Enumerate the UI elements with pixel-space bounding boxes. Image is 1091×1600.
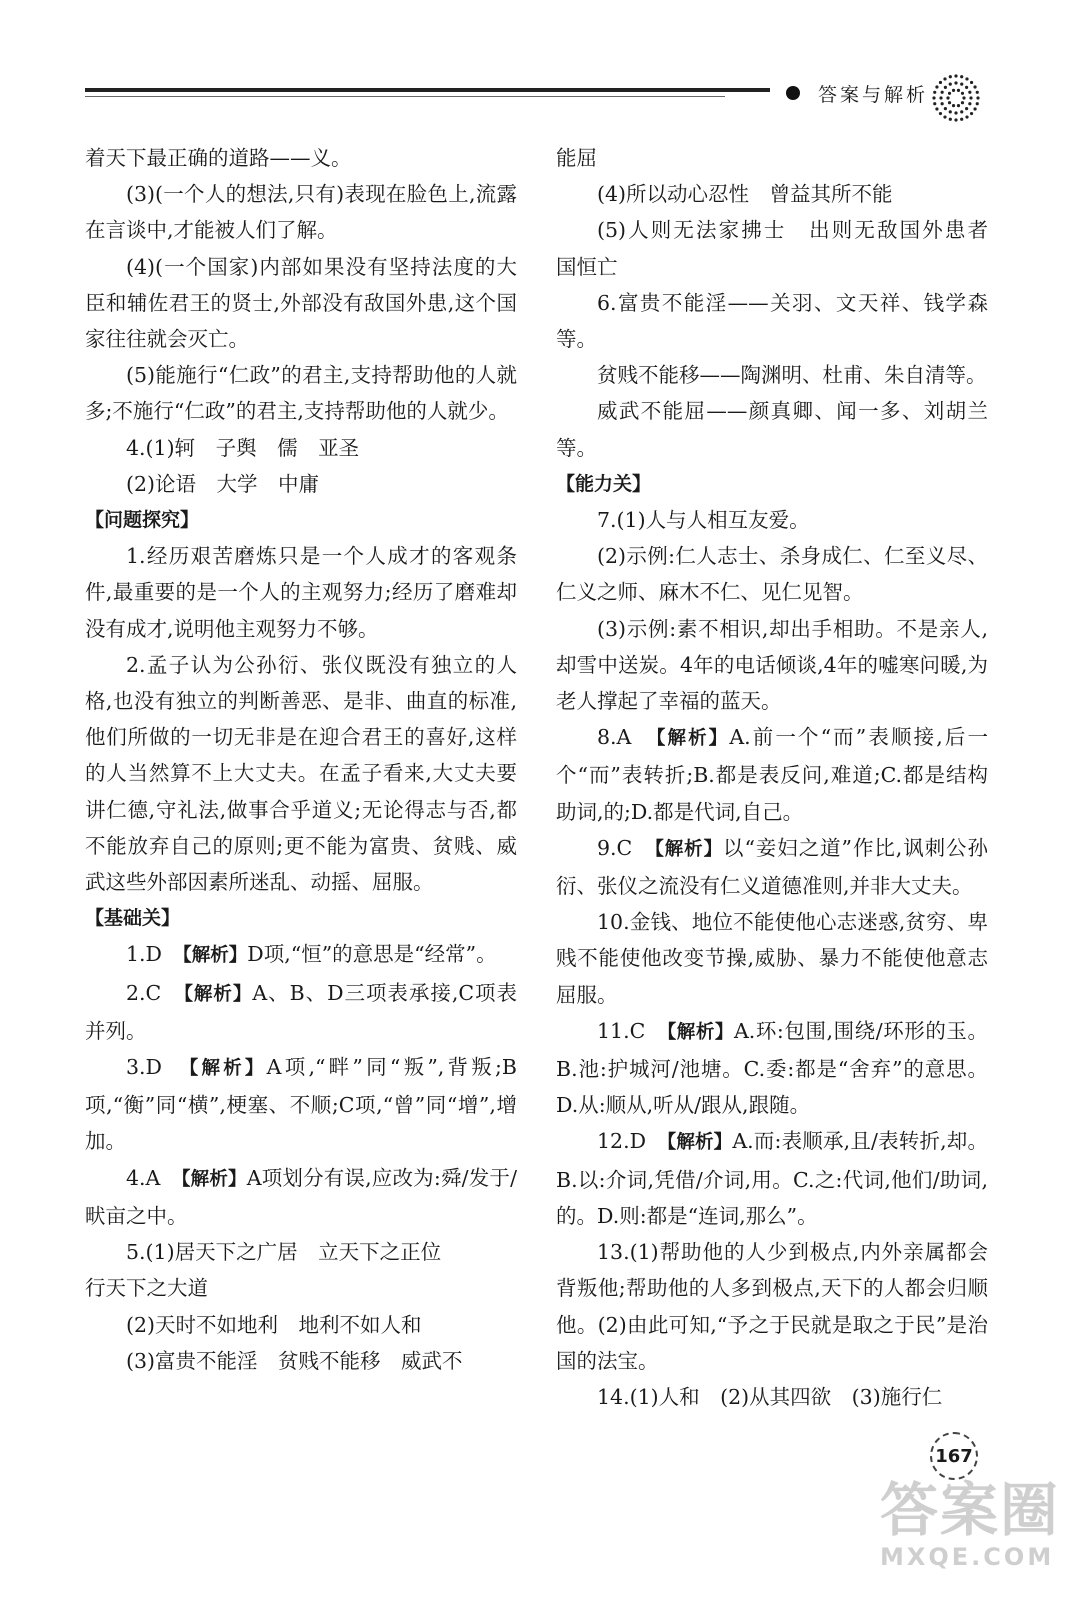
header-ornament-icon xyxy=(930,72,982,124)
answer-text: 10.金钱、地位不能使他心志迷惑,贫穷、卑贱不能使他改变节操,威胁、暴力不能使他意志屈服。 xyxy=(556,910,988,1007)
answer-text: (4)所以动心忍性 曾益其所不能 xyxy=(597,182,893,207)
answer-paragraph xyxy=(556,830,988,904)
answer-text: A.前一个“而”表顺接,后一个“而”表转折;B.都是表反问,难道;C.都是结构助词,的;D.都是代词,自己。 xyxy=(556,725,988,824)
answer-paragraph xyxy=(556,1234,988,1379)
answer-text: (3)(一个人的想法,只有)表现在脸色上,流露在言谈中,才能被人们了解。 xyxy=(85,182,517,243)
answer-text: A项,“畔”同“叛”,背叛;B项,“衡”同“横”,梗塞、不顺;C项,“曾”同“增”,增加。 xyxy=(85,1055,517,1154)
answer-paragraph xyxy=(556,285,988,357)
answer-text: 14.(1)人和 (2)从其四欲 (3)施行仁 xyxy=(597,1384,943,1409)
analysis-tag: 【解析】 xyxy=(666,1021,734,1043)
answer-text: (3)示例:素不相识,却出手相助。不是亲人,却雪中送炭。4年的电话倾谈,4年的嘘寒问暖,为老人撑起了幸福的蓝天。 xyxy=(556,616,988,714)
answer-text: D项,“恒”的意思是“经常”。 xyxy=(247,942,497,967)
header-rule-thin xyxy=(85,96,725,97)
answer-paragraph xyxy=(85,357,517,429)
answer-paragraph xyxy=(85,176,517,248)
answer-paragraph xyxy=(556,538,988,610)
answer-paragraph xyxy=(556,176,988,212)
answer-text: (5)人则无法家拂士 出则无敌国外患者 国恒亡 xyxy=(556,218,1009,279)
answer-paragraph xyxy=(556,1379,988,1415)
analysis-tag: 【解析】 xyxy=(182,945,248,967)
answer-paragraph xyxy=(85,647,517,900)
answer-text: 4.(1)轲 子舆 儒 亚圣 xyxy=(126,435,360,460)
answer-paragraph xyxy=(556,357,988,393)
answer-text: (2)示例:仁人志士、杀身成仁、仁至义尽、仁义之师、麻木不仁、见仁见智。 xyxy=(556,544,988,605)
answer-text: A项划分有误,应改为:舜/发于/畎亩之中。 xyxy=(85,1165,517,1228)
answer-paragraph xyxy=(556,140,988,176)
answer-number: 4.A xyxy=(126,1165,182,1190)
right-column xyxy=(556,140,1009,1415)
answer-text: 6.富贵不能淫——关羽、文天祥、钱学森等。 xyxy=(556,290,988,352)
answer-paragraph xyxy=(85,430,517,466)
answer-text: 威武不能屈——颜真卿、闻一多、刘胡兰等。 xyxy=(556,399,988,460)
answer-text: 1.经历艰苦磨炼只是一个人成才的客观条件,最重要的是一个人的主观努力;经历了磨难却没有成才,说明他主观努力不够。 xyxy=(85,544,517,641)
answer-text: 5.(1)居天下之广居 立天下之正位 xyxy=(126,1240,442,1265)
answer-number: 11.C xyxy=(597,1018,667,1043)
answer-number: 3.D xyxy=(126,1055,189,1080)
answer-number: 12.D xyxy=(597,1129,667,1154)
answer-text: A.而:表顺承,且/表转折,却。B.以:介词,凭借/介词,用。C.之:代词,他们/助词,的。D.则:都是“连词,那么”。 xyxy=(556,1129,988,1228)
answer-text: (5)能施行“仁政”的君主,支持帮助他的人就多;不施行“仁政”的君主,支持帮助他的人就少。 xyxy=(85,363,517,424)
answer-text: 以“妾妇之道”作比,讽刺公孙衍、张仪之流没有仁义道德准则,并非大丈夫。 xyxy=(556,835,988,899)
answer-number: 9.C xyxy=(597,835,655,860)
answer-text: (2)天时不如地利 地利不如人和 xyxy=(126,1312,422,1337)
answer-paragraph xyxy=(556,212,1009,284)
section-heading: 【能力关】 xyxy=(556,472,652,495)
answer-paragraph xyxy=(85,1307,517,1343)
answer-text: (2)论语 大学 中庸 xyxy=(126,471,320,496)
analysis-tag: 【解析】 xyxy=(183,983,253,1005)
answer-text: 行天下之大道 xyxy=(85,1276,208,1301)
answer-text: 贫贱不能移——陶渊明、杜甫、朱自清等。 xyxy=(597,363,987,388)
answer-paragraph xyxy=(85,1234,517,1270)
answer-text: 着天下最正确的道路——义。 xyxy=(85,146,352,170)
analysis-tag: 【解析】 xyxy=(654,838,724,860)
answer-text: 能屈 xyxy=(556,146,597,170)
answer-text: A.环:包围,围绕/环形的玉。B.池:护城河/池塘。C.委:都是“舍弃”的意思。D.从:顺从,听从/跟从,跟随。 xyxy=(556,1018,988,1118)
answer-text: (4)(一个国家)内部如果没有坚持法度的大臣和辅佐君王的贤士,外部没有敌国外患,这个国家往往就会灭亡。 xyxy=(85,254,517,352)
answer-paragraph xyxy=(556,611,988,720)
header-title: 答案与解析 xyxy=(818,84,929,106)
answer-number: 2.C xyxy=(126,980,184,1005)
analysis-tag: 【解析】 xyxy=(188,1058,267,1080)
answer-number: 1.D xyxy=(126,942,183,967)
answer-paragraph xyxy=(556,904,988,1013)
answer-text: 2.孟子认为公孙衍、张仪既没有独立的人格,也没有独立的判断善恶、是非、曲直的标准,他们所做的一切无非是在迎合君王的喜好,这样的人当然算不上大丈夫。在孟子看来,大丈夫要讲仁德,守礼法,做事合乎道义;无论得志与否,都不能放弃自己的原则;更不能为富贵、贫贱、威武这些外部因素所迷乱、动摇、屈服。 xyxy=(85,652,517,895)
answer-paragraph xyxy=(556,502,988,538)
section-heading: 【基础关】 xyxy=(85,907,181,930)
answer-paragraph xyxy=(85,1343,517,1379)
section-heading: 【问题探究】 xyxy=(85,509,200,532)
page-number: 167 xyxy=(930,1432,978,1480)
left-column xyxy=(85,140,517,1379)
answer-paragraph xyxy=(556,393,988,465)
answer-paragraph xyxy=(85,466,517,502)
answer-paragraph xyxy=(556,1123,988,1234)
header-bullet-icon xyxy=(786,86,800,100)
answer-paragraph xyxy=(85,1049,517,1160)
answer-paragraph xyxy=(85,1160,517,1234)
header-rule xyxy=(85,88,770,92)
analysis-tag: 【解析】 xyxy=(656,728,730,750)
answer-paragraph xyxy=(85,249,517,358)
answer-paragraph xyxy=(85,975,517,1049)
answer-paragraph xyxy=(85,936,517,974)
answer-text: 7.(1)人与人相互友爱。 xyxy=(597,508,810,533)
answer-paragraph xyxy=(85,538,517,647)
answer-text: (3)富贵不能淫 贫贱不能移 威武不 xyxy=(126,1348,463,1373)
answer-paragraph xyxy=(85,1270,517,1306)
answer-text: A、B、D三项表承接,C项表并列。 xyxy=(85,980,517,1043)
answer-text: 13.(1)帮助他的人少到极点,内外亲属都会背叛他;帮助他的人多到极点,天下的人都会归顺他。(2)由此可知,“予之于民就是取之于民”是治国的法宝。 xyxy=(556,1240,988,1373)
answer-number: 8.A xyxy=(597,725,657,750)
answer-paragraph xyxy=(556,1013,988,1124)
analysis-tag: 【解析】 xyxy=(666,1132,733,1154)
answer-paragraph xyxy=(556,719,988,830)
watermark xyxy=(880,1478,1060,1572)
answer-paragraph xyxy=(85,140,517,176)
analysis-tag: 【解析】 xyxy=(181,1168,247,1190)
watermark-logo-text: 答案圈 xyxy=(880,1476,1061,1544)
watermark-url: MXQE.COM xyxy=(880,1543,1055,1571)
